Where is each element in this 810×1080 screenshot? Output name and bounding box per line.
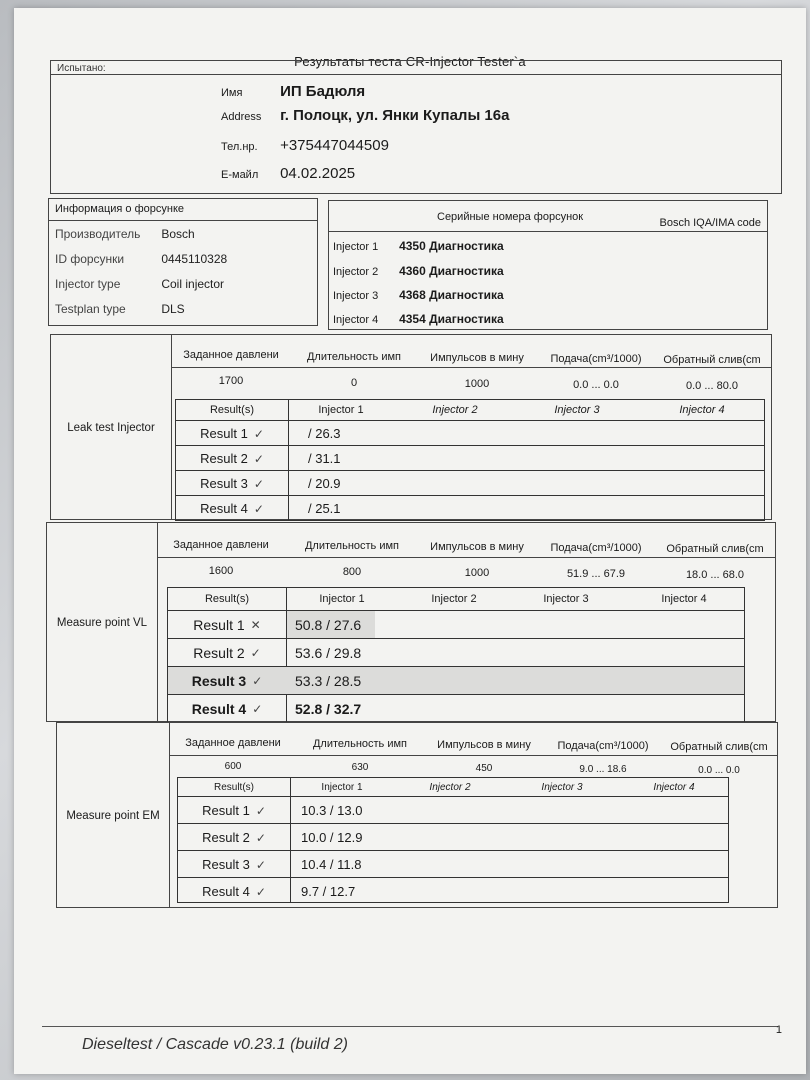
client-phone-row: Тел.нр. +375447044509 xyxy=(221,137,389,154)
result-value: / 26.3 xyxy=(308,426,341,441)
check-icon: ✓ xyxy=(255,857,266,872)
check-icon: ✓ xyxy=(253,476,264,491)
results-header: Result(s) xyxy=(209,404,254,416)
serial-row: Injector 1 4350 Диагностика xyxy=(333,239,504,253)
result-value: / 31.1 xyxy=(308,451,341,466)
param-header: Заданное давлени xyxy=(173,539,269,551)
param-header: Длительность имп xyxy=(304,540,399,552)
param-header: Импульсов в мину xyxy=(430,541,524,553)
param-header: Заданное давлени xyxy=(185,737,281,749)
report-sheet xyxy=(14,8,806,1074)
leak-test-section xyxy=(50,334,772,520)
section-label: Measure point VL xyxy=(56,617,148,629)
param-value: 0.0 ... 0.0 xyxy=(573,379,619,391)
results-table xyxy=(167,587,745,723)
section-label: Leak test Injector xyxy=(67,422,155,434)
results-header: Injector 4 xyxy=(661,593,707,605)
param-value: 51.9 ... 67.9 xyxy=(566,568,626,580)
param-value: 18.0 ... 68.0 xyxy=(685,569,745,581)
injector-id-row: ID форсунки 0445110328 xyxy=(55,252,228,266)
report-title: Результаты теста CR-Injector Tester`a xyxy=(294,54,526,69)
check-icon: ✓ xyxy=(255,830,266,845)
param-header: Длительность имп xyxy=(306,351,401,363)
client-name-row: Имя ИП Бадюля xyxy=(221,83,366,100)
results-header: Injector 1 xyxy=(321,781,363,793)
check-icon: ✓ xyxy=(253,501,264,516)
param-header: Обратный слив(cm xyxy=(670,741,768,753)
result-value: / 20.9 xyxy=(308,476,341,491)
results-header: Injector 2 xyxy=(431,593,477,605)
param-value: 9.0 ... 18.6 xyxy=(579,764,627,775)
check-icon: ✓ xyxy=(255,884,266,899)
results-header: Injector 3 xyxy=(554,404,600,416)
results-header: Result(s) xyxy=(204,593,249,605)
result-row: Result 1 ✓ 10.3 / 13.0 xyxy=(178,796,728,824)
serials-code-label: Bosch IQA/IMA code xyxy=(659,217,761,229)
result-row: Result 4 ✓ 52.8 / 32.7 xyxy=(168,694,744,723)
param-value: 1000 xyxy=(464,567,490,579)
param-header: Обратный слив(cm xyxy=(666,543,764,555)
results-header: Injector 4 xyxy=(679,404,725,416)
results-header: Injector 3 xyxy=(543,593,589,605)
param-value: 1600 xyxy=(208,565,234,577)
result-row: Result 4 ✓ 9.7 / 12.7 xyxy=(178,877,728,905)
check-icon: ✓ xyxy=(252,702,263,716)
result-row: Result 1 ✕ 50.8 / 27.6 xyxy=(168,610,744,639)
param-header: Подача(cm³/1000) xyxy=(557,740,649,752)
result-row: Result 1 ✓ / 26.3 xyxy=(176,420,764,446)
client-box xyxy=(50,60,782,194)
param-value: 0 xyxy=(350,377,358,389)
client-name: ИП Бадюля xyxy=(280,83,366,100)
param-value: 630 xyxy=(351,762,369,773)
measure-vl-section xyxy=(46,522,776,722)
param-value: 800 xyxy=(342,566,362,578)
result-value: / 25.1 xyxy=(308,501,341,516)
result-row: Result 3 ✓ 10.4 / 11.8 xyxy=(178,850,728,878)
param-value: 450 xyxy=(475,763,493,774)
results-header: Injector 4 xyxy=(653,781,695,793)
serials-box xyxy=(328,200,768,330)
result-value: 53.6 / 29.8 xyxy=(295,645,362,661)
serial-row: Injector 4 4354 Диагностика xyxy=(333,312,504,326)
injector-info-title: Информация о форсунке xyxy=(55,203,184,215)
param-value: 0.0 ... 0.0 xyxy=(698,765,740,776)
result-value: 52.8 / 32.7 xyxy=(295,701,362,717)
param-value: 600 xyxy=(224,761,242,772)
manufacturer-row: Производитель Bosch xyxy=(55,227,195,241)
client-email-row: Е-майл 04.02.2025 xyxy=(221,165,356,182)
param-header: Импульсов в мину xyxy=(430,352,524,364)
results-header: Injector 2 xyxy=(432,404,478,416)
results-header: Injector 1 xyxy=(318,404,364,416)
param-header: Обратный слив(cm xyxy=(663,354,761,366)
serials-title: Серийные номера форсунок xyxy=(437,211,584,223)
check-icon: ✓ xyxy=(250,646,261,660)
serial-row: Injector 2 4360 Диагностика xyxy=(333,264,504,278)
param-header: Длительность имп xyxy=(312,738,407,750)
testplan-type-row: Testplan type DLS xyxy=(55,302,185,316)
results-header: Result(s) xyxy=(213,781,254,793)
param-value: 1000 xyxy=(464,378,490,390)
param-value: 0.0 ... 80.0 xyxy=(686,380,738,392)
result-value: 53.3 / 28.5 xyxy=(295,673,362,689)
result-value: 9.7 / 12.7 xyxy=(301,884,356,899)
result-value: 10.3 / 13.0 xyxy=(301,803,363,818)
fail-icon: ✕ xyxy=(250,618,261,632)
result-row: Result 4 ✓ / 25.1 xyxy=(176,495,764,521)
result-row: Result 2 ✓ 10.0 / 12.9 xyxy=(178,823,728,851)
check-icon: ✓ xyxy=(252,674,263,688)
results-table xyxy=(175,399,765,521)
measure-em-section xyxy=(56,722,778,908)
result-row: Result 2 ✓ 53.6 / 29.8 xyxy=(168,638,744,667)
param-header: Импульсов в мину xyxy=(437,739,531,751)
results-header: Injector 3 xyxy=(541,781,583,793)
result-row: Result 3 ✓ / 20.9 xyxy=(176,470,764,496)
param-header: Подача(cm³/1000) xyxy=(550,353,642,365)
param-header: Заданное давлени xyxy=(183,349,279,361)
result-row: Result 3 ✓ 53.3 / 28.5 xyxy=(168,666,744,695)
result-value: 50.8 / 27.6 xyxy=(287,611,375,639)
software-version: Dieseltest / Cascade v0.23.1 (build 2) xyxy=(82,1036,348,1053)
client-phone: +375447044509 xyxy=(280,137,389,154)
client-address: г. Полоцк, ул. Янки Купалы 16а xyxy=(280,107,510,124)
serial-row: Injector 3 4368 Диагностика xyxy=(333,288,504,302)
injector-type-row: Injector type Coil injector xyxy=(55,277,225,291)
client-address-row: Address г. Полоцк, ул. Янки Купалы 16а xyxy=(221,107,510,124)
param-header: Подача(cm³/1000) xyxy=(550,542,642,554)
injector-info-box xyxy=(48,198,318,326)
section-label: Measure point EM xyxy=(66,810,160,822)
results-header: Injector 2 xyxy=(429,781,471,793)
client-email: 04.02.2025 xyxy=(280,165,356,182)
check-icon: ✓ xyxy=(253,426,264,441)
param-value: 1700 xyxy=(218,375,244,387)
page-number: 1 xyxy=(775,1024,782,1036)
check-icon: ✓ xyxy=(253,451,264,466)
results-header: Injector 1 xyxy=(319,593,365,605)
result-value: 10.4 / 11.8 xyxy=(301,857,362,872)
result-value: 10.0 / 12.9 xyxy=(301,830,363,845)
result-row: Result 2 ✓ / 31.1 xyxy=(176,445,764,471)
results-table xyxy=(177,777,729,903)
check-icon: ✓ xyxy=(255,803,266,818)
tested-label: Испытано: xyxy=(57,63,106,74)
